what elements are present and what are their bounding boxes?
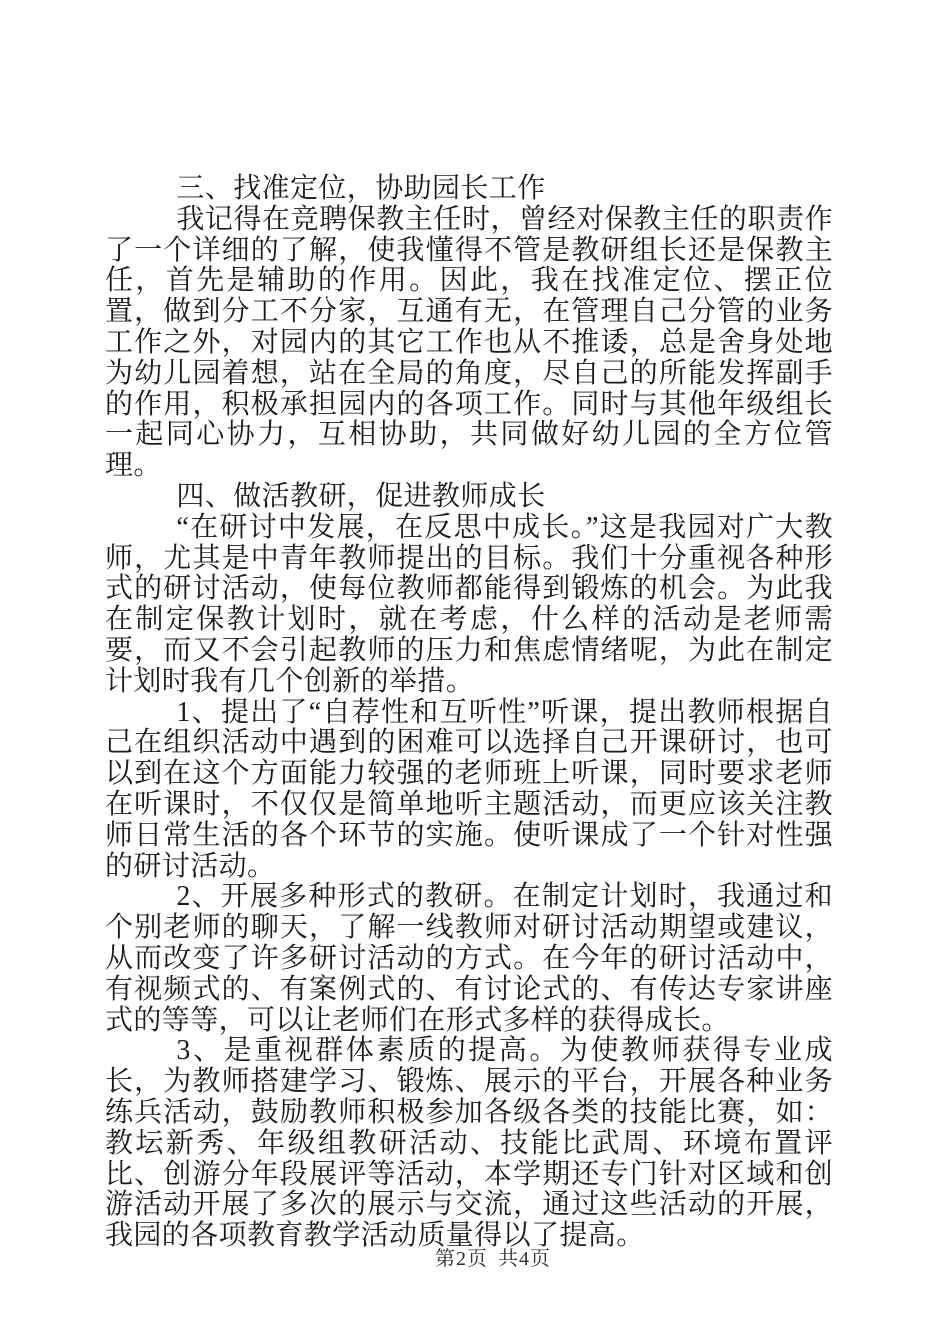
page-number-label: 第2页 — [435, 1248, 488, 1270]
page-total-label: 共4页 — [498, 1248, 551, 1270]
paragraph: 3、是重视群体素质的提高。为使教师获得专业成长，为教师搭建学习、锻炼、展示的平台，开展各种业务练兵活动，鼓励教师积极参加各级各类的技能比赛，如：教坛新秀、年级组教研活动、技能比武周、环境布置评比、创游分年段展评等活动，本学期还专门针对区域和创游活动开展了多次的展示与交流，通过这些活动的开展，我园的各项教育教学活动质量得以了提高。 — [105, 1035, 833, 1252]
paragraph: “在研讨中发展，在反思中成长。”这是我园对广大教师，尤其是中青年教师提出的目标。我们十分重视各种形式的研讨活动，使每位教师都能得到锻炼的机会。为此我在制定保教计划时，就在考虑，什么样的活动是老师需要，而又不会引起教师的压力和焦虑情绪呢，为此在制定计划时我有几个创新的举措。 — [105, 511, 833, 697]
paragraph: 我记得在竞聘保教主任时，曾经对保教主任的职责作了一个详细的了解，使我懂得不管是教研组长还是保教主任，首先是辅助的作用。因此，我在找准定位、摆正位置，做到分工不分家，互通有无，在管理自己分管的业务工作之外，对园内的其它工作也从不推诿，总是舍身处地为幼儿园着想，站在全局的角度，尽自己的所能发挥副手的作用，积极承担园内的各项工作。同时与其他年级组长一起同心协力，互相协助，共同做好幼儿园的全方位管理。 — [105, 203, 833, 482]
section-heading-three: 三、找准定位，协助园长工作 — [176, 173, 546, 204]
document-content — [105, 174, 833, 1252]
paragraph: 2、开展多种形式的教研。在制定计划时，我通过和个别老师的聊天，了解一线教师对研讨活动期望或建议，从而改变了许多研讨活动的方式。在今年的研讨活动中，有视频式的、有案例式的、有讨论式的、有传达专家讲座式的等等，可以让老师们在形式多样的获得成长。 — [105, 881, 833, 1036]
section-heading-four: 四、做活教研，促进教师成长 — [176, 480, 546, 512]
paragraph: 1、提出了“自荐性和互听性”听课，提出教师根据自己在组织活动中遇到的困难可以选择自己开课研讨，也可以到在这个方面能力较强的老师班上听课，同时要求老师在听课时，不仅仅是简单地听主题活动，而更应该关注教师日常生活的各个环节的实施。使听课成了一个针对性强的研讨活动。 — [105, 696, 833, 882]
page-footer — [435, 1242, 551, 1271]
